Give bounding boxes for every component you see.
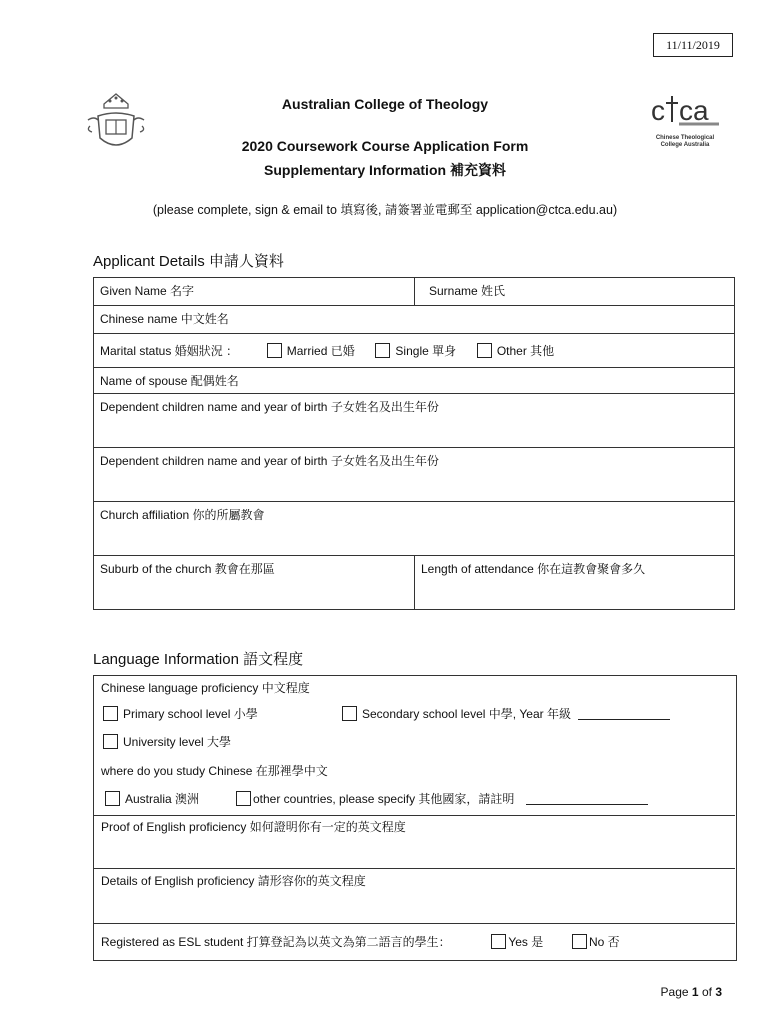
single-label: Single 單身 (395, 344, 457, 358)
ctca-logo-line2: College Australia (660, 142, 710, 148)
other-marital-label: Other 其他 (496, 344, 555, 358)
church-affiliation-field[interactable] (94, 502, 735, 556)
page-word: Page (660, 985, 689, 999)
children-field-2[interactable] (94, 448, 735, 502)
other-countries-input[interactable] (526, 804, 648, 805)
current-page: 1 (691, 985, 699, 999)
church-suburb-field[interactable] (94, 556, 415, 610)
church-affiliation-label: Church affiliation 你的所屬教會 (100, 508, 265, 522)
language-info-heading: Language Information 語文程度 (93, 651, 304, 668)
english-details-field[interactable] (101, 872, 366, 889)
english-proof-field[interactable] (101, 818, 406, 835)
attendance-length-field[interactable] (415, 556, 735, 610)
australia-label: Australia 澳洲 (125, 792, 200, 806)
instructions: (please complete, sign & email to 填寫後, 請簽署並電郵至 application@ctca.edu.au) (152, 203, 618, 217)
university-level-checkbox[interactable] (103, 734, 118, 749)
primary-level-option (103, 705, 258, 722)
divider-3 (93, 923, 735, 924)
esl-yes-label: Yes 是 (508, 935, 544, 949)
esl-yes-checkbox[interactable] (491, 934, 506, 949)
children-label-1: Dependent children name and year of birth 子女姓名及出生年份 (100, 400, 439, 414)
given-name-field[interactable] (94, 278, 415, 306)
married-label: Married 已婚 (286, 344, 355, 358)
single-checkbox[interactable] (375, 343, 390, 358)
chinese-name-field[interactable] (94, 306, 735, 334)
esl-no-label: No 否 (588, 935, 620, 949)
married-checkbox[interactable] (267, 343, 282, 358)
esl-row (101, 933, 620, 950)
esl-no-checkbox[interactable] (572, 934, 587, 949)
marital-status-label: Marital status 婚姻狀況 ： (100, 344, 239, 358)
form-title: 2020 Coursework Course Application Form (241, 138, 529, 154)
applicant-details-heading: Applicant Details 申請人資料 (93, 253, 284, 270)
given-name-label: Given Name 名字 (100, 284, 195, 298)
college-title: Australian College of Theology (281, 96, 489, 112)
children-label-2: Dependent children name and year of birth 子女姓名及出生年份 (100, 454, 439, 468)
divider-2 (93, 868, 735, 869)
applicant-details-table (93, 277, 735, 610)
university-level-label: University level 大學 (123, 735, 232, 749)
study-location-label: where do you study Chinese 在那裡學中文 (101, 764, 328, 778)
other-countries-option (236, 790, 648, 807)
spouse-name-label: Name of spouse 配偶姓名 (100, 374, 239, 388)
svg-text:ca: ca (679, 95, 709, 126)
primary-level-label: Primary school level 小學 (123, 707, 258, 721)
total-pages: 3 (715, 985, 722, 999)
university-level-option (103, 733, 231, 750)
of-word: of (701, 985, 712, 999)
marital-status-row (94, 334, 735, 368)
english-details-label: Details of English proficiency 請形容你的英文程度 (101, 874, 366, 888)
church-suburb-label: Suburb of the church 教會在那區 (100, 562, 275, 576)
spouse-name-field[interactable] (94, 368, 735, 394)
other-countries-label: other countries, please specify 其他國家，請註明 (253, 792, 515, 806)
chinese-name-label: Chinese name 中文姓名 (100, 312, 229, 326)
surname-label: Surname 姓氏 (429, 284, 506, 298)
secondary-level-checkbox[interactable] (342, 706, 357, 721)
date-box: 11/11/2019 (653, 33, 733, 57)
secondary-level-label: Secondary school level 中學, Year 年級 (362, 707, 571, 721)
australia-checkbox[interactable] (105, 791, 120, 806)
page-number (661, 985, 722, 999)
form-subtitle: Supplementary Information 補充資料 (264, 162, 506, 178)
svg-text:c: c (651, 95, 665, 126)
surname-field[interactable] (415, 278, 735, 306)
other-countries-checkbox[interactable] (236, 791, 251, 806)
children-field-1[interactable] (94, 394, 735, 448)
divider-1 (93, 815, 735, 816)
australia-option (105, 790, 199, 807)
secondary-year-input[interactable] (578, 719, 670, 720)
attendance-length-label: Length of attendance 你在這教會聚會多久 (421, 562, 646, 576)
english-proof-label: Proof of English proficiency 如何證明你有一定的英文程度 (101, 820, 406, 834)
other-marital-checkbox[interactable] (477, 343, 492, 358)
primary-level-checkbox[interactable] (103, 706, 118, 721)
esl-label: Registered as ESL student 打算登記為以英文為第二語言的學生： (101, 935, 451, 949)
secondary-level-option (342, 705, 670, 722)
chinese-proficiency-label: Chinese language proficiency 中文程度 (101, 681, 310, 695)
ctca-logo-line1: Chinese Theological (655, 135, 715, 141)
